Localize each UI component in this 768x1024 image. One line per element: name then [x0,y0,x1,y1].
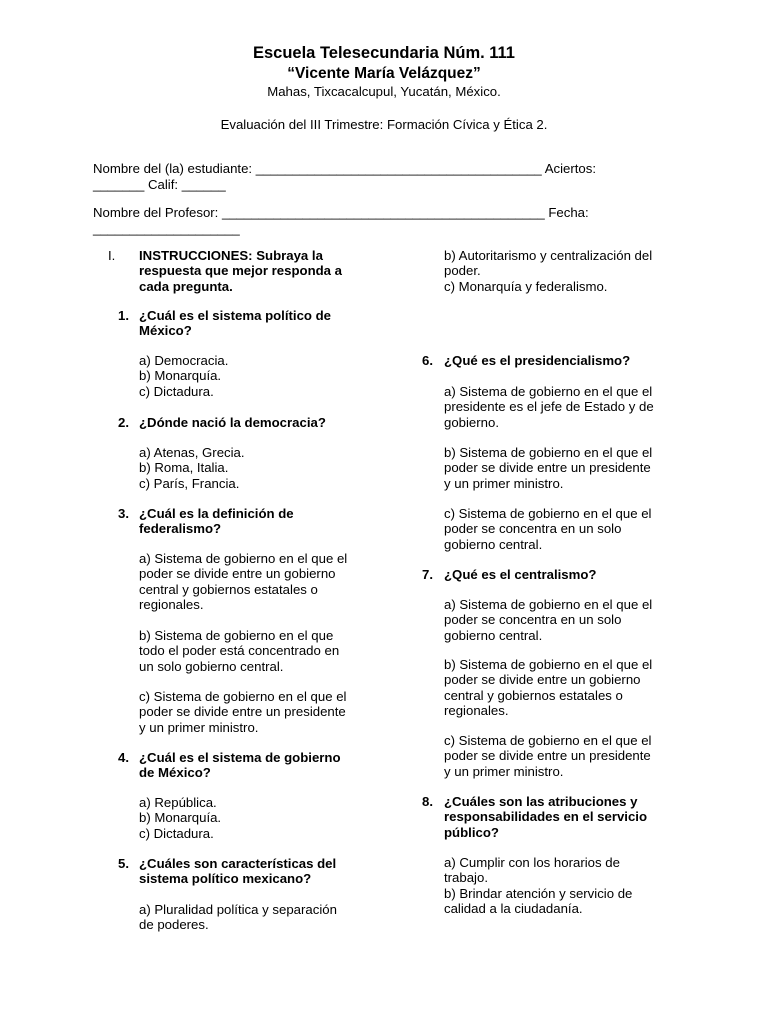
option-b[interactable]: b) Autoritarismo y centralización del poder. [444,248,653,279]
option-c[interactable]: c) Sistema de gobierno en el que el poder se concentra en un solo gobierno central. [444,506,652,552]
option-a[interactable]: a) República. [139,795,217,810]
option-c[interactable]: c) Sistema de gobierno en el que el poder se divide entre un presidente y un primer ministro. [444,733,652,779]
student-name-field[interactable]: Nombre del (la) estudiante: _______________________________________ Aciertos: [93,161,596,176]
option-a[interactable]: a) Cumplir con los horarios de trabajo. [444,855,620,886]
option-c[interactable]: c) Monarquía y federalismo. [444,279,608,294]
school-name: Escuela Telesecundaria Núm. 111 [252,44,515,62]
option-c[interactable]: c) París, Francia. [139,475,240,491]
option-a[interactable]: a) Sistema de gobierno en el que el presidente es el jefe de Estado y de gobierno. [444,384,654,430]
school-motto: “Vicente María Velázquez” [287,65,481,82]
question-2-options [139,445,245,491]
option-c[interactable]: c) Sistema de gobierno en el que el poder se divide entre un presidente y un primer ministro. [139,689,347,735]
question-number: 1. [118,308,129,323]
evaluation-title: Evaluación del III Trimestre: Formación Cívica y Ética 2. [220,117,548,132]
question-number: 3. [118,506,129,521]
question-number: 7. [422,567,433,582]
option-c[interactable]: c) Dictadura. [139,825,214,841]
option-b[interactable]: b) Roma, Italia. [139,460,229,476]
option-c[interactable]: c) Dictadura. [139,383,214,399]
option-b[interactable]: b) Monarquía. [139,810,222,826]
option-a[interactable]: a) Atenas, Grecia. [139,445,245,460]
option-a[interactable]: a) Sistema de gobierno en el que el poder se divide entre un gobierno central y gobiernos estatales o regionales. [139,551,348,613]
option-b[interactable]: b) Monarquía. [139,368,222,384]
question-number: 4. [118,750,129,765]
date-field[interactable]: ____________________ [93,221,240,236]
option-b[interactable]: b) Sistema de gobierno en el que el poder se divide entre un presidente y un primer ministro. [444,445,653,491]
score-field[interactable]: _______ Calif: ______ [93,177,226,192]
question-1-options [139,353,228,399]
question-6-text: ¿Qué es el presidencialismo? [444,353,631,368]
teacher-name-field[interactable]: Nombre del Profesor: ____________________________________________ Fecha: [93,205,589,220]
question-3-text: ¿Cuál es la definición de federalismo? [139,506,294,537]
option-a[interactable]: a) Sistema de gobierno en el que el poder se concentra en un solo gobierno central. [444,597,653,643]
question-1-text: ¿Cuál es el sistema político de México? [139,308,332,339]
question-7-text: ¿Qué es el centralismo? [444,567,597,582]
option-a[interactable]: a) Pluralidad política y separación de poderes. [139,902,337,933]
option-a[interactable]: a) Democracia. [139,353,229,368]
school-location: Mahas, Tixcacalcupul, Yucatán, México. [267,84,501,99]
question-number: 5. [118,856,129,871]
section-number: I. [108,248,116,263]
question-number: 8. [422,794,433,809]
instructions-heading: INSTRUCCIONES: Subraya la respuesta que mejor responda a cada pregunta. [139,248,343,294]
question-5-text: ¿Cuáles son características del sistema político mexicano? [139,856,337,887]
question-number: 6. [422,353,433,368]
option-b[interactable]: b) Brindar atención y servicio de calidad a la ciudadanía. [444,886,633,917]
question-4-text: ¿Cuál es el sistema de gobierno de México? [139,750,341,781]
option-b[interactable]: b) Sistema de gobierno en el que el poder se divide entre un gobierno central y gobiernos estatales o regionales. [444,657,653,719]
option-b[interactable]: b) Sistema de gobierno en el que todo el poder está concentrado en un solo gobierno central. [139,628,340,674]
question-2-text: ¿Dónde nació la democracia? [139,415,326,430]
question-number: 2. [118,415,129,430]
question-4-options [139,795,221,841]
question-8-text: ¿Cuáles son las atribuciones y responsabilidades en el servicio público? [444,794,648,840]
